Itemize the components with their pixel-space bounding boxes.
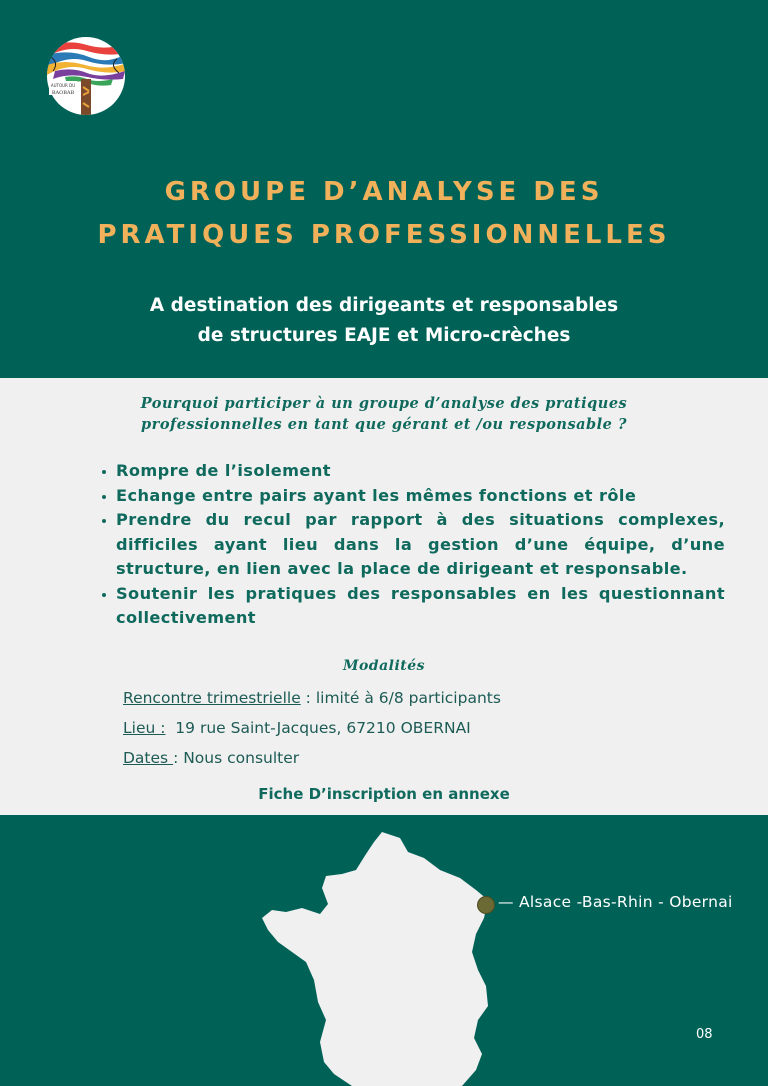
lieu-line [123,719,471,737]
list-item: Prendre du recul par rapport à des situations complexes, difficiles ayant lieu dans la gestion d’une équipe, d’une structure, en lien avec la place de dirigeant et responsable. [100,508,725,582]
france-map [262,830,502,1086]
rencontre-value: : limité à 6/8 participants [300,689,501,707]
subtitle-line2: de structures EAJE et Micro-crèches [197,325,571,346]
why-question-line2: professionnelles en tant que gérant et /ou responsable ? [141,416,627,433]
modalites-heading: Modalités [342,658,426,674]
list-item: Soutenir les pratiques des responsables en les questionnant collectivement [100,582,725,631]
dates-label: Dates [123,749,174,767]
logo-text-bottom: BAOBAB [51,90,75,96]
page-title-line1: GROUPE D’ANALYSE DES [164,177,604,207]
lieu-value: 19 rue Saint-Jacques, 67210 OBERNAI [165,719,471,737]
location-label: — Alsace -Bas-Rhin - Obernai [498,893,733,911]
dates-line [123,749,299,767]
why-question-line1: Pourquoi participer à un groupe d’analyse des pratiques [140,395,628,412]
logo-text-top: AUTOUR DU [50,83,76,88]
rencontre-label: Rencontre trimestrielle [123,689,301,707]
page-number: 08 [696,1027,713,1042]
lieu-label: Lieu : [123,719,166,737]
list-item: Rompre de l’isolement [100,459,725,484]
baobab-logo [47,37,125,115]
dates-value: : Nous consulter [173,749,300,767]
why-question [0,393,768,435]
benefits-list [100,459,725,631]
subtitle-line1: A destination des dirigeants et responsables [149,295,619,316]
page-title-line2: PRATIQUES PROFESSIONNELLES [97,220,671,250]
rencontre-line [123,689,501,707]
location-marker-icon [477,896,495,914]
fiche-inscription: Fiche D’inscription en annexe [258,785,510,803]
list-item: Echange entre pairs ayant les mêmes fonctions et rôle [100,484,725,509]
